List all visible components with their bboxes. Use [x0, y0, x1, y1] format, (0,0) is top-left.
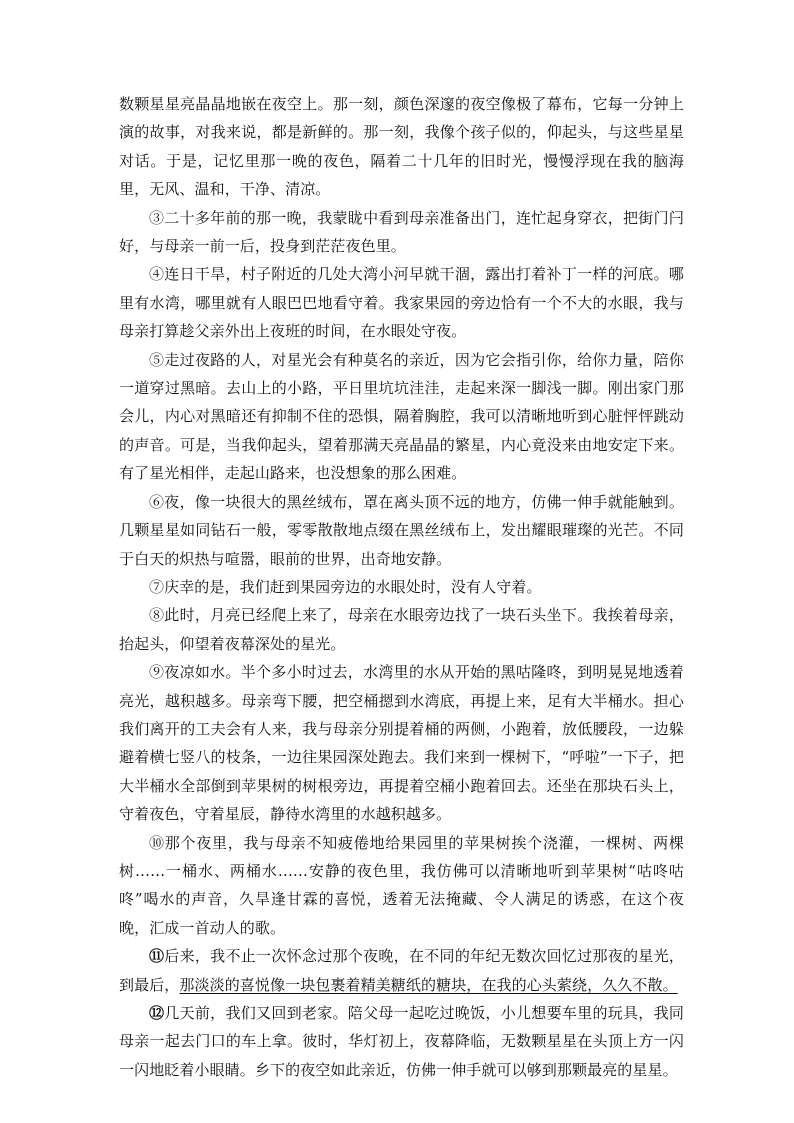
paragraph-6: ⑥夜，像一块很大的黑丝绒布，罩在离头顶不远的地方，仿佛一伸手就能触到。几颗星星如同钻石一般，零零散散地点缀在黑丝绒布上，发出耀眼璀璨的光芒。不同于白天的炽热与喧嚣，眼前的世界，出奇地安静。	[119, 492, 684, 568]
paragraph-8: ⑧此时，月亮已经爬上来了，母亲在水眼旁边找了一块石头坐下。我挨着母亲，抬起头，仰望着夜幕深处的星光。	[119, 606, 684, 653]
paragraph-12	[119, 999, 684, 1084]
paragraph-12-text: 几天前，我们又回到老家。陪父母一起吃过晚饭，小儿想要车里的玩具，我同母亲一起去门口的车上拿。彼时，华灯初上，夜幕降临，无数颗星星在头顶上方一闪一闪地眨着小眼睛。乡下的夜空如此亲近，仿佛一伸手就可以够到那颗最亮的星星。	[119, 1004, 684, 1079]
paragraph-7: ⑦庆幸的是，我们赶到果园旁边的水眼处时，没有人守着。	[149, 577, 542, 596]
paragraph-4: ④连日干旱，村子附近的几处大湾小河早就干涸，露出打着补丁一样的河底。哪里有水湾，哪里就有人眼巴巴地看守着。我家果园的旁边恰有一个不大的水眼，我与母亲打算趁父亲外出上夜班的时间，在水眼处守夜。	[119, 265, 684, 341]
paragraph-continued: 数颗星星亮晶晶地嵌在夜空上。那一刻，颜色深邃的夜空像极了幕布，它每一分钟上演的故事，对我来说，都是新鲜的。那一刻，我像个孩子似的，仰起头，与这些星星对话。于是，记忆里那一晚的夜色，隔着二十几年的旧时光，慢慢浮现在我的脑海里，无风、温和，干净、清凉。	[119, 95, 684, 199]
paragraph-5: ⑤走过夜路的人，对星光会有种莫名的亲近，因为它会指引你，给你力量，陪你一道穿过黑暗。去山上的小路，平日里坑坑洼洼，走起来深一脚浅一脚。刚出家门那会儿，内心对黑暗还有抑制不住的恐惧，隔着胸腔，我可以清晰地听到心脏怦怦跳动的声音。可是，当我仰起头，望着那满天亮晶晶的繁星，内心竟没来由地安定下来。有了星光相伴，走起山路来，也没想象的那么困难。	[119, 350, 684, 483]
article-body	[119, 90, 684, 1084]
underlined-sentence: 那淡淡的喜悦像一块包裹着精美糖纸的糖块，在我的心头萦绕，久久不散。	[179, 975, 678, 994]
paragraph-11-text: 后来，我不止一次怀念过那个夜晚，在不同的年纪无数次回忆过那夜的星光，到最后，	[119, 947, 684, 994]
paragraph-9: ⑨夜凉如水。半个多小时过去，水湾里的水从开始的黑咕隆咚，到明晃晃地透着亮光，越积越多。母亲弯下腰，把空桶摁到水湾底，再提上来，足有大半桶水。担心我们离开的工夫会有人来，我与母亲分别提着桶的两侧，小跑着，放低腰段，一边躲避着横七竖八的枝条，一边往果园深处跑去。我们来到一棵树下，“呼啦”一下子，把大半桶水全部倒到苹果树的树根旁边，再提着空桶小跑着回去。还坐在那块石头上，守着夜色，守着星辰，静待水湾里的水越积越多。	[119, 663, 684, 824]
paragraph-11-number: ⑪	[149, 947, 165, 966]
paragraph-12-number: ⑫	[149, 1004, 165, 1022]
paragraph-11	[119, 942, 684, 999]
paragraph-10: ⑩那个夜里，我与母亲不知疲倦地给果园里的苹果树挨个浇灌，一棵树、两棵树……一桶水、两桶水……安静的夜色里，我仿佛可以清晰地听到苹果树“咕咚咕咚”喝水的声音，久旱逢甘霖的喜悦，透着无法掩藏、令人满足的诱惑，在这个夜晚，汇成一首动人的歌。	[119, 833, 684, 937]
paragraph-3: ③二十多年前的那一晚，我蒙眬中看到母亲准备出门，连忙起身穿衣，把街门闩好，与母亲一前一后，投身到茫茫夜色里。	[119, 208, 684, 256]
